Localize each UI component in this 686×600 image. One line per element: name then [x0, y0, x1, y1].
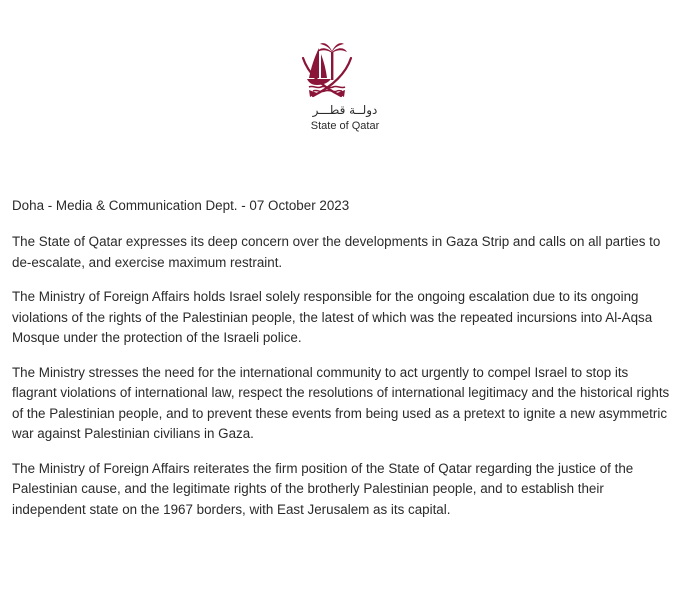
- paragraph-responsibility: The Ministry of Foreign Affairs holds Israel solely responsible for the ongoing escalation due to its ongoing violations of the rights of the Palestinian people, the latest of which was the repeated incursions into Al-Aqsa Mosque under the protection of the Israeli police.: [12, 289, 653, 345]
- paragraph-concern: The State of Qatar expresses its deep concern over the developments in Gaza Strip and calls on all parties to de-escalate, and exercise maximum restraint.: [12, 234, 661, 270]
- statement-body: [12, 196, 676, 534]
- paragraph-international-community: The Ministry stresses the need for the international community to act urgently to compel Israel to stop its flagrant violations of international law, respect the resolutions of international legitimacy and the historical rights of the Palestinian people, and to prevent these events from being used as a pretext to ignite a new asymmetric war against Palestinian civilians in Gaza.: [12, 364, 670, 441]
- english-state-name: State of Qatar: [310, 120, 380, 132]
- paragraph-position: The Ministry of Foreign Affairs reiterates the firm position of the State of Qatar regarding the justice of the Palestinian cause, and the legitimate rights of the brotherly Palestinian people, and to establish their independent state on the 1967 borders, with East Jerusalem as its capital.: [12, 460, 634, 517]
- arabic-state-name: دولــة قطـــر: [312, 103, 378, 117]
- dateline: Doha - Media & Communication Dept. - 07 October 2023: [12, 198, 350, 213]
- qatar-emblem-icon: [295, 38, 359, 102]
- letterhead: [0, 38, 686, 138]
